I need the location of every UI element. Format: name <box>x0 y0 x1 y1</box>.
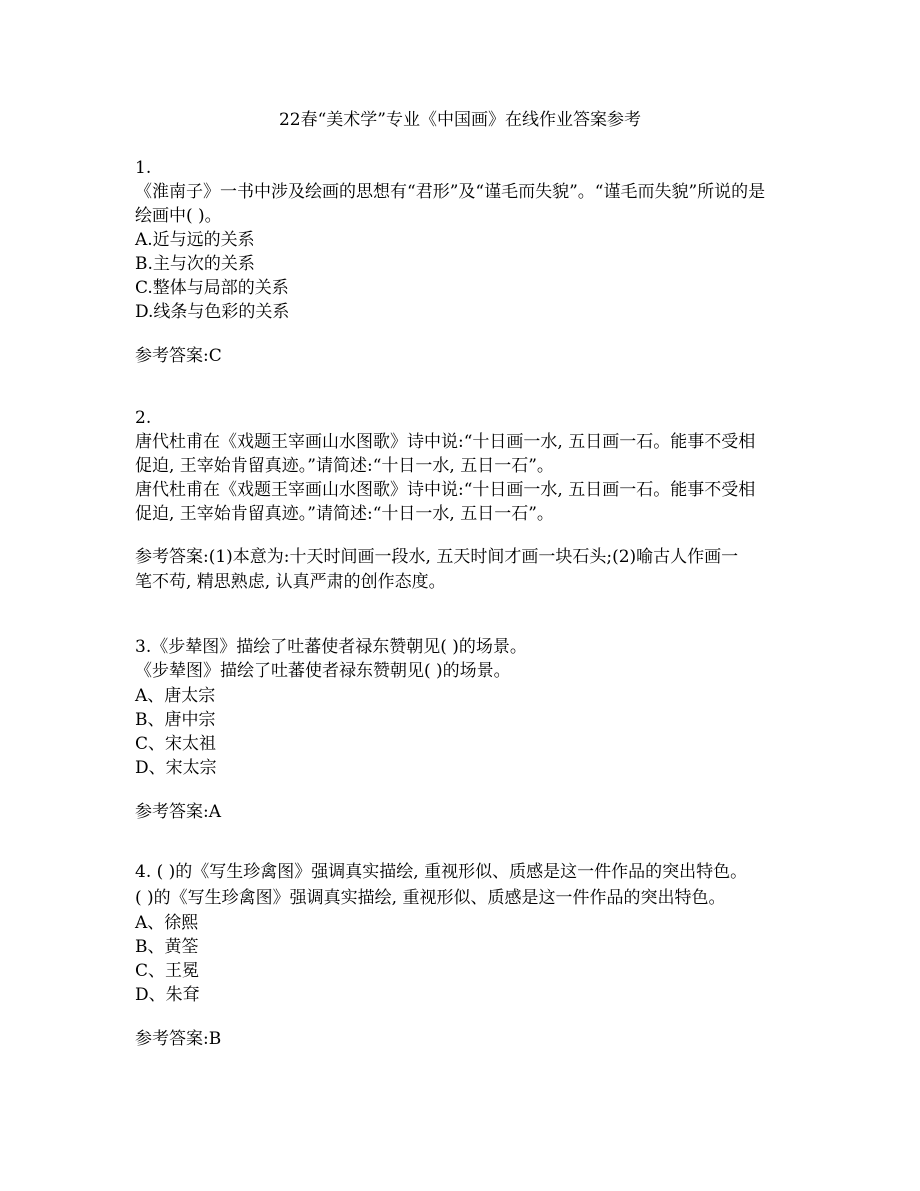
question-4-stem-line-2: ( )的《写生珍禽图》强调真实描绘, 重视形似、质感是这一件作品的突出特色。 <box>135 888 726 908</box>
question-3-stem-line-1: 3.《步辇图》描绘了吐蕃使者禄东赞朝见( )的场景。 <box>135 637 527 657</box>
question-2-stem-line-1: 唐代杜甫在《戏题王宰画山水图歌》诗中说:“十日画一水, 五日画一石。能事不受相 <box>135 432 756 452</box>
question-2-stem-line-3: 唐代杜甫在《戏题王宰画山水图歌》诗中说:“十日画一水, 五日画一石。能事不受相 <box>135 480 756 500</box>
question-1-option-a: A.近与远的关系 <box>135 230 255 250</box>
question-1-answer: 参考答案:C <box>135 346 222 366</box>
question-4-option-a: A、徐熙 <box>135 913 199 933</box>
question-1-stem-line-2: 绘画中( )。 <box>135 206 222 226</box>
question-4-stem-line-1: 4. ( )的《写生珍禽图》强调真实描绘, 重视形似、质感是这一件作品的突出特色。 <box>135 862 748 882</box>
question-2-number: 2. <box>135 408 152 428</box>
question-2-answer-line-1: 参考答案:(1)本意为:十天时间画一段水, 五天时间才画一块石头;(2)喻古人作画一 <box>135 547 739 567</box>
question-1-option-b: B.主与次的关系 <box>135 254 255 274</box>
question-4-option-d: D、朱耷 <box>135 985 200 1005</box>
question-2-stem-line-4: 促迫, 王宰始肯留真迹。”请简述:“十日一水, 五日一石”。 <box>135 504 554 524</box>
question-3-answer: 参考答案:A <box>135 802 222 822</box>
question-3-option-a: A、唐太宗 <box>135 686 216 706</box>
question-2-stem-line-2: 促迫, 王宰始肯留真迹。”请简述:“十日一水, 五日一石”。 <box>135 456 554 476</box>
question-3-option-c: C、宋太祖 <box>135 734 217 754</box>
question-4-answer: 参考答案:B <box>135 1029 222 1049</box>
question-1-stem-line-1: 《淮南子》一书中涉及绘画的思想有“君形”及“谨毛而失貌”。“谨毛而失貌”所说的是 <box>135 182 766 202</box>
page-title: 22春“美术学”专业《中国画》在线作业答案参考 <box>278 110 641 130</box>
question-3-stem-line-2: 《步辇图》描绘了吐蕃使者禄东赞朝见( )的场景。 <box>135 661 511 681</box>
question-4-option-c: C、王冕 <box>135 961 200 981</box>
question-3-option-b: B、唐中宗 <box>135 710 216 730</box>
question-1-option-c: C.整体与局部的关系 <box>135 278 289 298</box>
question-4-option-b: B、黄筌 <box>135 937 199 957</box>
question-2-answer-line-2: 笔不苟, 精思熟虑, 认真严肃的创作态度。 <box>135 572 446 592</box>
question-1-number: 1. <box>135 158 152 178</box>
question-3-option-d: D、宋太宗 <box>135 758 217 778</box>
question-1-option-d: D.线条与色彩的关系 <box>135 302 290 322</box>
